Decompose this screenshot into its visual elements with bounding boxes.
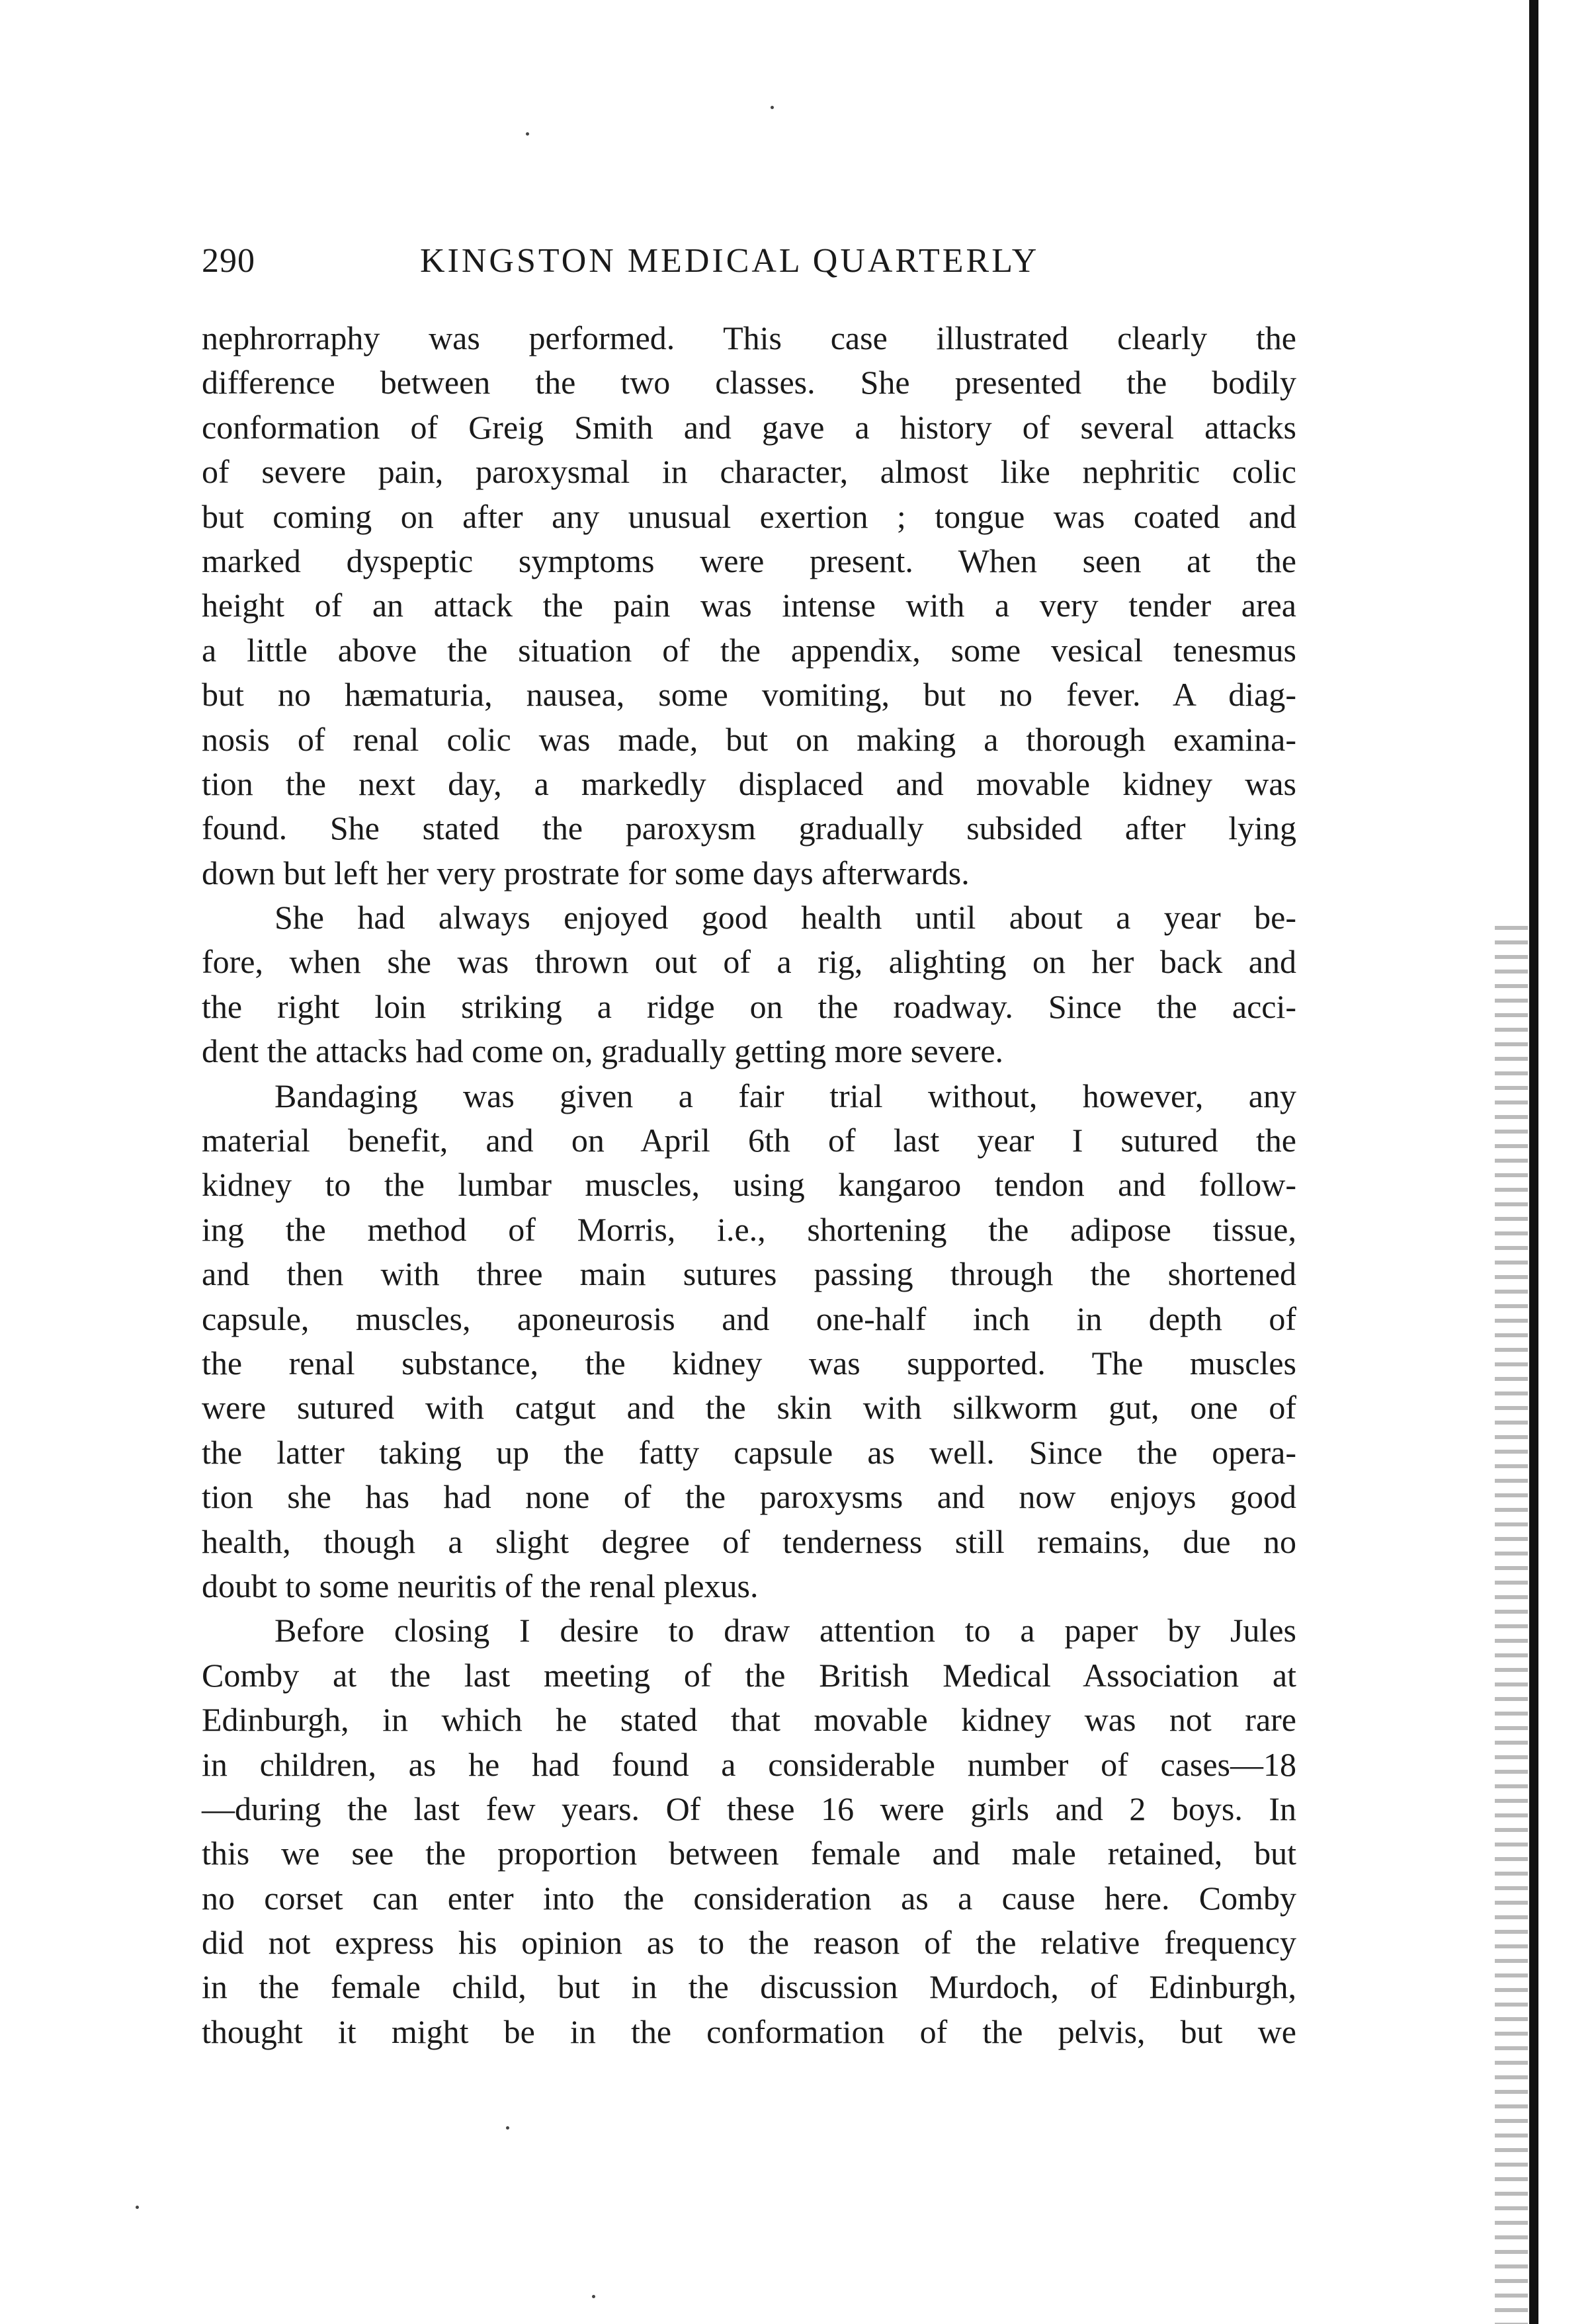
text-line: height of an attack the pain was intense with a very tender area: [202, 587, 1296, 624]
text-line: the renal substance, the kidney was supported. The muscles: [202, 1344, 1296, 1382]
text-line: no corset can enter into the consideration as a cause here. Comby: [202, 1879, 1296, 1917]
text-line: doubt to some neuritis of the renal plexus.: [202, 1567, 759, 1604]
text-line: dent the attacks had come on, gradually getting more severe.: [202, 1032, 1004, 1070]
text-line: nephrorraphy was performed. This case illustrated clearly the: [202, 319, 1296, 356]
text-line: Bandaging was given a fair trial without, however, any: [274, 1077, 1296, 1114]
text-line: of severe pain, paroxysmal in character, almost like nephritic colic: [202, 453, 1296, 491]
text-line: difference between the two classes. She presented the bodily: [202, 364, 1296, 401]
text-line: ing the method of Morris, i.e., shortening the adipose tissue,: [202, 1210, 1296, 1248]
text-line: in children, as he had found a considerable number of cases—18: [202, 1745, 1296, 1783]
text-line: this we see the proportion between female and male retained, but: [202, 1835, 1296, 1872]
text-line: marked dyspeptic symptoms were present. When seen at the: [202, 542, 1296, 579]
binding-shadow: [1495, 926, 1528, 2324]
text-line: and then with three main sutures passing through the shortened: [202, 1255, 1296, 1293]
text-line: did not express his opinion as to the reason of the relative frequency: [202, 1924, 1296, 1962]
text-line: but no hæmaturia, nausea, some vomiting, but no fever. A diag-: [202, 676, 1296, 714]
text-line: health, though a slight degree of tenderness still remains, due no: [202, 1522, 1296, 1560]
text-line: tion the next day, a markedly displaced and movable kidney was: [202, 765, 1296, 802]
text-line: capsule, muscles, aponeurosis and one-half inch in depth of: [202, 1300, 1296, 1337]
paper-speck: [136, 2206, 139, 2209]
text-line: She had always enjoyed good health until about a year be-: [274, 899, 1296, 936]
text-line: were sutured with catgut and the skin with silkworm gut, one of: [202, 1389, 1296, 1427]
text-line: fore, when she was thrown out of a rig, alighting on her back and: [202, 943, 1296, 981]
text-line: the latter taking up the fatty capsule as well. Since the opera-: [202, 1433, 1296, 1471]
running-title: KINGSTON MEDICAL QUARTERLY: [420, 242, 1040, 280]
text-line: Comby at the last meeting of the British Medical Association at: [202, 1656, 1296, 1694]
text-line: down but left her very prostrate for some days afterwards.: [202, 854, 970, 892]
body-text: [202, 316, 1296, 2054]
paper-speck: [526, 132, 529, 136]
paper-speck: [506, 2126, 509, 2130]
text-line: conformation of Greig Smith and gave a history of several attacks: [202, 408, 1296, 446]
text-line: in the female child, but in the discussion Murdoch, of Edinburgh,: [202, 1968, 1296, 2006]
text-line: a little above the situation of the appendix, some vesical tenesmus: [202, 631, 1296, 669]
text-line: Before closing I desire to draw attention to a paper by Jules: [274, 1612, 1296, 1649]
page-header: [202, 238, 1300, 284]
text-line: nosis of renal colic was made, but on making a thorough examina-: [202, 720, 1296, 758]
text-line: kidney to the lumbar muscles, using kangaroo tendon and follow-: [202, 1166, 1296, 1204]
paper-speck: [771, 106, 774, 109]
text-line: thought it might be in the conformation of the pelvis, but we: [202, 2013, 1296, 2050]
text-line: Edinburgh, in which he stated that movable kidney was not rare: [202, 1701, 1296, 1739]
text-line: tion she has had none of the paroxysms and now enjoys good: [202, 1478, 1296, 1516]
text-line: found. She stated the paroxysm gradually subsided after lying: [202, 809, 1296, 847]
book-spine-edge: [1529, 0, 1538, 2324]
text-line: but coming on after any unusual exertion ; tongue was coated and: [202, 497, 1296, 535]
page-number: 290: [202, 242, 255, 280]
text-line: the right loin striking a ridge on the roadway. Since the acci-: [202, 987, 1296, 1025]
text-line: material benefit, and on April 6th of last year I sutured the: [202, 1122, 1296, 1159]
paper-speck: [592, 2295, 595, 2298]
text-line: —during the last few years. Of these 16 were girls and 2 boys. In: [202, 1790, 1296, 1827]
